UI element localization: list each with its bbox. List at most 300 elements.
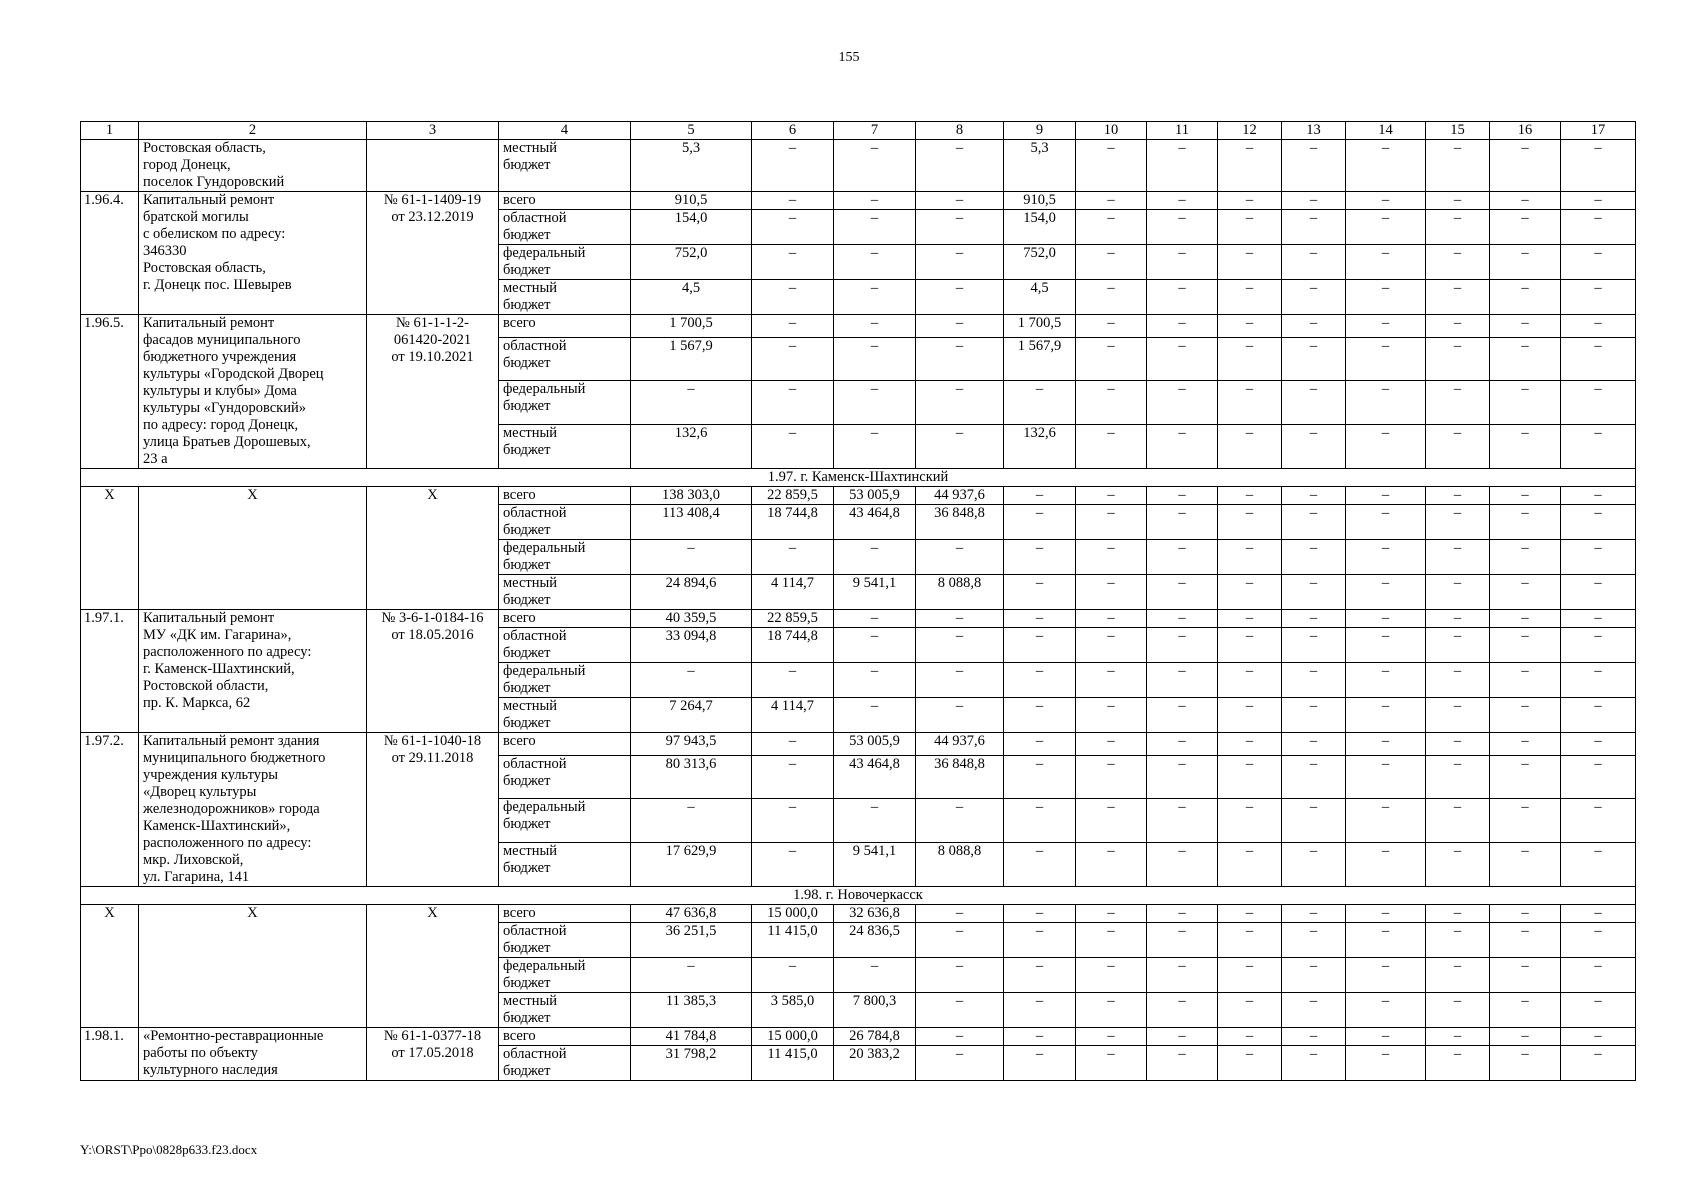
value-cell: 47 636,8 <box>631 905 752 923</box>
column-header-6: 6 <box>752 122 834 140</box>
value-cell: – <box>1561 140 1636 192</box>
value-cell: – <box>1490 425 1561 469</box>
value-cell: – <box>1490 663 1561 698</box>
value-cell: – <box>1282 905 1346 923</box>
value-cell: – <box>1490 505 1561 540</box>
value-cell: – <box>916 245 1004 280</box>
value-cell: – <box>916 628 1004 663</box>
value-cell: – <box>834 799 916 843</box>
value-cell: – <box>1426 698 1490 733</box>
value-cell: – <box>1004 628 1076 663</box>
value-cell: 910,5 <box>1004 192 1076 210</box>
value-cell: – <box>1490 140 1561 192</box>
value-cell: 43 464,8 <box>834 755 916 799</box>
value-cell: – <box>834 210 916 245</box>
value-cell: – <box>1218 505 1282 540</box>
value-cell: – <box>1147 337 1218 381</box>
value-cell: – <box>1490 381 1561 425</box>
value-cell: 36 848,8 <box>916 755 1004 799</box>
value-cell: – <box>1561 905 1636 923</box>
value-cell: – <box>1490 1046 1561 1081</box>
budget-type: федеральный бюджет <box>499 958 631 993</box>
value-cell: – <box>1282 425 1346 469</box>
value-cell: 1 700,5 <box>631 315 752 338</box>
value-cell: – <box>1426 575 1490 610</box>
value-cell: – <box>1147 958 1218 993</box>
value-cell: – <box>1426 843 1490 887</box>
value-cell: – <box>1282 610 1346 628</box>
value-cell: – <box>916 993 1004 1028</box>
value-cell: – <box>1282 487 1346 505</box>
value-cell: – <box>1218 733 1282 756</box>
value-cell: – <box>1490 799 1561 843</box>
value-cell: – <box>834 958 916 993</box>
value-cell: – <box>1147 540 1218 575</box>
value-cell: – <box>1346 315 1426 338</box>
value-cell: – <box>1282 799 1346 843</box>
value-cell: – <box>1282 993 1346 1028</box>
item-number: 1.97.1. <box>81 610 139 733</box>
document-number: № 61-1-1-2- 061420-2021 от 19.10.2021 <box>367 315 499 469</box>
value-cell: – <box>916 958 1004 993</box>
value-cell: – <box>1561 993 1636 1028</box>
value-cell: – <box>1561 280 1636 315</box>
value-cell: 4 114,7 <box>752 575 834 610</box>
value-cell: 5,3 <box>631 140 752 192</box>
value-cell: – <box>1426 245 1490 280</box>
value-cell: – <box>1004 905 1076 923</box>
value-cell: – <box>1346 993 1426 1028</box>
value-cell: – <box>1282 245 1346 280</box>
value-cell: – <box>1346 210 1426 245</box>
item-name: X <box>139 905 367 1028</box>
value-cell: – <box>752 210 834 245</box>
value-cell: – <box>1426 425 1490 469</box>
value-cell: – <box>834 698 916 733</box>
value-cell: – <box>1147 663 1218 698</box>
value-cell: – <box>1218 245 1282 280</box>
value-cell: 1 567,9 <box>1004 337 1076 381</box>
value-cell: 154,0 <box>631 210 752 245</box>
value-cell: 132,6 <box>1004 425 1076 469</box>
value-cell: – <box>1282 1028 1346 1046</box>
value-cell: 3 585,0 <box>752 993 834 1028</box>
value-cell: – <box>1076 1046 1147 1081</box>
value-cell: – <box>1218 487 1282 505</box>
value-cell: – <box>1426 140 1490 192</box>
value-cell: – <box>1426 799 1490 843</box>
value-cell: – <box>752 663 834 698</box>
value-cell: – <box>1561 381 1636 425</box>
value-cell: – <box>1218 698 1282 733</box>
value-cell: – <box>1346 575 1426 610</box>
value-cell: – <box>1076 663 1147 698</box>
value-cell: – <box>752 140 834 192</box>
value-cell: – <box>1004 505 1076 540</box>
value-cell: – <box>1218 923 1282 958</box>
column-header-15: 15 <box>1426 122 1490 140</box>
value-cell: – <box>1147 381 1218 425</box>
value-cell: – <box>1004 1028 1076 1046</box>
value-cell: – <box>1076 993 1147 1028</box>
value-cell: – <box>1426 733 1490 756</box>
value-cell: – <box>1076 628 1147 663</box>
value-cell: – <box>1147 1046 1218 1081</box>
value-cell: 5,3 <box>1004 140 1076 192</box>
value-cell: – <box>1218 610 1282 628</box>
column-header-14: 14 <box>1346 122 1426 140</box>
value-cell: – <box>1561 923 1636 958</box>
item-number: 1.96.5. <box>81 315 139 469</box>
value-cell: – <box>1147 905 1218 923</box>
value-cell: – <box>1004 487 1076 505</box>
value-cell: – <box>752 381 834 425</box>
value-cell: 11 415,0 <box>752 1046 834 1081</box>
document-number: № 61-1-0377-18 от 17.05.2018 <box>367 1028 499 1081</box>
value-cell: – <box>1282 628 1346 663</box>
value-cell: – <box>1561 799 1636 843</box>
value-cell: – <box>1218 315 1282 338</box>
budget-type: областной бюджет <box>499 628 631 663</box>
column-header-7: 7 <box>834 122 916 140</box>
value-cell: – <box>1282 505 1346 540</box>
value-cell: – <box>1346 245 1426 280</box>
value-cell: 4,5 <box>1004 280 1076 315</box>
value-cell: 80 313,6 <box>631 755 752 799</box>
value-cell: – <box>1076 315 1147 338</box>
value-cell: – <box>1561 425 1636 469</box>
file-path-footer: Y:\ORST\Ppo\0828p633.f23.docx <box>80 1142 258 1157</box>
value-cell: – <box>1147 610 1218 628</box>
value-cell: – <box>1218 540 1282 575</box>
value-cell: – <box>1346 192 1426 210</box>
value-cell: – <box>1490 698 1561 733</box>
value-cell: – <box>752 337 834 381</box>
budget-type: федеральный бюджет <box>499 540 631 575</box>
value-cell: – <box>1282 381 1346 425</box>
value-cell: – <box>916 923 1004 958</box>
value-cell: – <box>1282 337 1346 381</box>
value-cell: – <box>834 140 916 192</box>
value-cell: – <box>1490 610 1561 628</box>
value-cell: – <box>1076 192 1147 210</box>
value-cell: – <box>834 315 916 338</box>
budget-type: местный бюджет <box>499 280 631 315</box>
document-number <box>367 140 499 192</box>
budget-type: областной бюджет <box>499 1046 631 1081</box>
value-cell: – <box>631 540 752 575</box>
value-cell: – <box>1346 799 1426 843</box>
value-cell: – <box>752 192 834 210</box>
value-cell: – <box>1076 381 1147 425</box>
value-cell: – <box>1426 210 1490 245</box>
value-cell: – <box>631 381 752 425</box>
value-cell: – <box>1004 755 1076 799</box>
value-cell: – <box>1282 1046 1346 1081</box>
value-cell: – <box>1004 575 1076 610</box>
value-cell: – <box>1076 337 1147 381</box>
value-cell: 7 264,7 <box>631 698 752 733</box>
item-number: 1.97.2. <box>81 733 139 887</box>
value-cell: – <box>1076 1028 1147 1046</box>
value-cell: 18 744,8 <box>752 505 834 540</box>
value-cell: 40 359,5 <box>631 610 752 628</box>
value-cell: – <box>1561 337 1636 381</box>
value-cell: – <box>834 280 916 315</box>
value-cell: – <box>1004 993 1076 1028</box>
column-header-13: 13 <box>1282 122 1346 140</box>
value-cell: 22 859,5 <box>752 610 834 628</box>
value-cell: 41 784,8 <box>631 1028 752 1046</box>
item-name: Капитальный ремонт фасадов муниципального бюджетного учреждения культуры «Городской Дворец культуры и клубы» Дома культуры «Гундоровский» по адресу: город Донецк, улица Братьев Дорошевых, 23 а <box>139 315 367 469</box>
value-cell: – <box>834 610 916 628</box>
value-cell: – <box>1346 698 1426 733</box>
value-cell: – <box>1282 210 1346 245</box>
item-number: X <box>81 487 139 610</box>
value-cell: – <box>631 799 752 843</box>
value-cell: – <box>1004 799 1076 843</box>
value-cell: – <box>1282 663 1346 698</box>
document-number: № 3-6-1-0184-16 от 18.05.2016 <box>367 610 499 733</box>
budget-type: федеральный бюджет <box>499 245 631 280</box>
value-cell: 1 700,5 <box>1004 315 1076 338</box>
budget-type: федеральный бюджет <box>499 381 631 425</box>
value-cell: – <box>916 315 1004 338</box>
column-header-17: 17 <box>1561 122 1636 140</box>
budget-type: всего <box>499 1028 631 1046</box>
value-cell: – <box>1426 923 1490 958</box>
document-number: X <box>367 905 499 1028</box>
item-name: Ростовская область, город Донецк, поселок Гундоровский <box>139 140 367 192</box>
budget-type: областной бюджет <box>499 755 631 799</box>
value-cell: – <box>752 425 834 469</box>
value-cell: – <box>1147 315 1218 338</box>
value-cell: – <box>1076 733 1147 756</box>
value-cell: – <box>1561 505 1636 540</box>
value-cell: – <box>1346 610 1426 628</box>
value-cell: – <box>1004 663 1076 698</box>
item-name: Капитальный ремонт здания муниципального бюджетного учреждения культуры «Дворец культуры железнодорожников» города Каменск-Шахтинский», расположенного по адресу: мкр. Лиховской, ул. Гагарина, 141 <box>139 733 367 887</box>
budget-type: местный бюджет <box>499 993 631 1028</box>
value-cell: – <box>1346 140 1426 192</box>
value-cell: – <box>1490 210 1561 245</box>
value-cell: – <box>1147 192 1218 210</box>
document-number: X <box>367 487 499 610</box>
table-row <box>81 905 1636 923</box>
value-cell: – <box>1218 192 1282 210</box>
budget-type: областной бюджет <box>499 505 631 540</box>
value-cell: 44 937,6 <box>916 487 1004 505</box>
value-cell: – <box>1076 505 1147 540</box>
value-cell: – <box>1490 575 1561 610</box>
value-cell: – <box>1490 628 1561 663</box>
value-cell: 4,5 <box>631 280 752 315</box>
value-cell: – <box>1076 487 1147 505</box>
value-cell: – <box>1004 540 1076 575</box>
value-cell: – <box>1004 958 1076 993</box>
column-number-header <box>81 122 1636 140</box>
value-cell: – <box>1346 755 1426 799</box>
value-cell: – <box>1218 575 1282 610</box>
value-cell: – <box>1282 733 1346 756</box>
value-cell: – <box>1218 210 1282 245</box>
column-header-16: 16 <box>1490 122 1561 140</box>
value-cell: – <box>1147 505 1218 540</box>
value-cell: – <box>1004 733 1076 756</box>
value-cell: – <box>752 755 834 799</box>
value-cell: 15 000,0 <box>752 905 834 923</box>
value-cell: – <box>1561 843 1636 887</box>
budget-type: местный бюджет <box>499 843 631 887</box>
value-cell: – <box>916 698 1004 733</box>
value-cell: – <box>1147 575 1218 610</box>
value-cell: – <box>1282 843 1346 887</box>
value-cell: – <box>1218 755 1282 799</box>
column-header-10: 10 <box>1076 122 1147 140</box>
value-cell: – <box>1282 755 1346 799</box>
value-cell: – <box>834 628 916 663</box>
value-cell: – <box>1490 733 1561 756</box>
value-cell: – <box>1346 628 1426 663</box>
value-cell: – <box>1490 337 1561 381</box>
column-header-11: 11 <box>1147 122 1218 140</box>
value-cell: – <box>752 245 834 280</box>
value-cell: – <box>1490 923 1561 958</box>
value-cell: – <box>1426 192 1490 210</box>
value-cell: – <box>1282 540 1346 575</box>
value-cell: – <box>1490 540 1561 575</box>
value-cell: – <box>1561 210 1636 245</box>
value-cell: – <box>916 1028 1004 1046</box>
value-cell: – <box>1346 381 1426 425</box>
value-cell: – <box>1282 923 1346 958</box>
budget-type: всего <box>499 905 631 923</box>
value-cell: – <box>1561 755 1636 799</box>
value-cell: – <box>1346 958 1426 993</box>
value-cell: – <box>1426 280 1490 315</box>
value-cell: – <box>1561 575 1636 610</box>
value-cell: – <box>1218 140 1282 192</box>
value-cell: – <box>1426 505 1490 540</box>
value-cell: 752,0 <box>631 245 752 280</box>
value-cell: – <box>1346 843 1426 887</box>
value-cell: – <box>1218 280 1282 315</box>
value-cell: – <box>1346 905 1426 923</box>
budget-type: местный бюджет <box>499 140 631 192</box>
document-number: № 61-1-1040-18 от 29.11.2018 <box>367 733 499 887</box>
value-cell: – <box>1426 1046 1490 1081</box>
value-cell: – <box>1218 799 1282 843</box>
value-cell: – <box>916 192 1004 210</box>
value-cell: – <box>1490 192 1561 210</box>
value-cell: – <box>1218 1046 1282 1081</box>
table-row <box>81 487 1636 505</box>
value-cell: – <box>631 958 752 993</box>
value-cell: – <box>1076 923 1147 958</box>
budget-type: всего <box>499 733 631 756</box>
value-cell: – <box>1490 843 1561 887</box>
value-cell: – <box>1490 245 1561 280</box>
value-cell: – <box>1004 1046 1076 1081</box>
budget-type: федеральный бюджет <box>499 663 631 698</box>
value-cell: – <box>1346 733 1426 756</box>
value-cell: 53 005,9 <box>834 733 916 756</box>
value-cell: – <box>1076 575 1147 610</box>
value-cell: – <box>1218 663 1282 698</box>
item-number <box>81 140 139 192</box>
value-cell: 9 541,1 <box>834 843 916 887</box>
value-cell: – <box>1076 698 1147 733</box>
value-cell: – <box>752 799 834 843</box>
value-cell: – <box>752 843 834 887</box>
value-cell: – <box>1147 1028 1218 1046</box>
table-row <box>81 192 1636 210</box>
column-header-3: 3 <box>367 122 499 140</box>
value-cell: – <box>1004 843 1076 887</box>
budget-type: всего <box>499 315 631 338</box>
value-cell: 26 784,8 <box>834 1028 916 1046</box>
value-cell: 43 464,8 <box>834 505 916 540</box>
value-cell: – <box>1426 993 1490 1028</box>
value-cell: 8 088,8 <box>916 843 1004 887</box>
value-cell: – <box>1346 505 1426 540</box>
value-cell: 17 629,9 <box>631 843 752 887</box>
value-cell: – <box>916 610 1004 628</box>
value-cell: – <box>1561 610 1636 628</box>
budget-type: всего <box>499 610 631 628</box>
budget-type: местный бюджет <box>499 425 631 469</box>
value-cell: – <box>1346 923 1426 958</box>
value-cell: – <box>1218 843 1282 887</box>
value-cell: – <box>1147 140 1218 192</box>
value-cell: – <box>1147 487 1218 505</box>
item-number: 1.96.4. <box>81 192 139 315</box>
item-name: X <box>139 487 367 610</box>
value-cell: – <box>752 315 834 338</box>
value-cell: – <box>1426 315 1490 338</box>
value-cell: – <box>834 337 916 381</box>
value-cell: – <box>1490 755 1561 799</box>
value-cell: – <box>834 425 916 469</box>
value-cell: – <box>834 381 916 425</box>
value-cell: – <box>1076 610 1147 628</box>
value-cell: – <box>1426 663 1490 698</box>
value-cell: 53 005,9 <box>834 487 916 505</box>
value-cell: – <box>834 245 916 280</box>
value-cell: – <box>1282 192 1346 210</box>
value-cell: – <box>1218 1028 1282 1046</box>
value-cell: – <box>1561 540 1636 575</box>
value-cell: – <box>1490 280 1561 315</box>
value-cell: – <box>1076 905 1147 923</box>
value-cell: 24 836,5 <box>834 923 916 958</box>
value-cell: – <box>834 663 916 698</box>
value-cell: 132,6 <box>631 425 752 469</box>
value-cell: – <box>1426 610 1490 628</box>
value-cell: 15 000,0 <box>752 1028 834 1046</box>
value-cell: – <box>1490 1028 1561 1046</box>
value-cell: – <box>1147 698 1218 733</box>
value-cell: 36 848,8 <box>916 505 1004 540</box>
item-name: «Ремонтно-реставрационные работы по объекту культурного наследия <box>139 1028 367 1081</box>
value-cell: 20 383,2 <box>834 1046 916 1081</box>
value-cell: 752,0 <box>1004 245 1076 280</box>
value-cell: 18 744,8 <box>752 628 834 663</box>
budget-type: областной бюджет <box>499 337 631 381</box>
item-number: X <box>81 905 139 1028</box>
table-row <box>81 140 1636 192</box>
budget-type: областной бюджет <box>499 923 631 958</box>
